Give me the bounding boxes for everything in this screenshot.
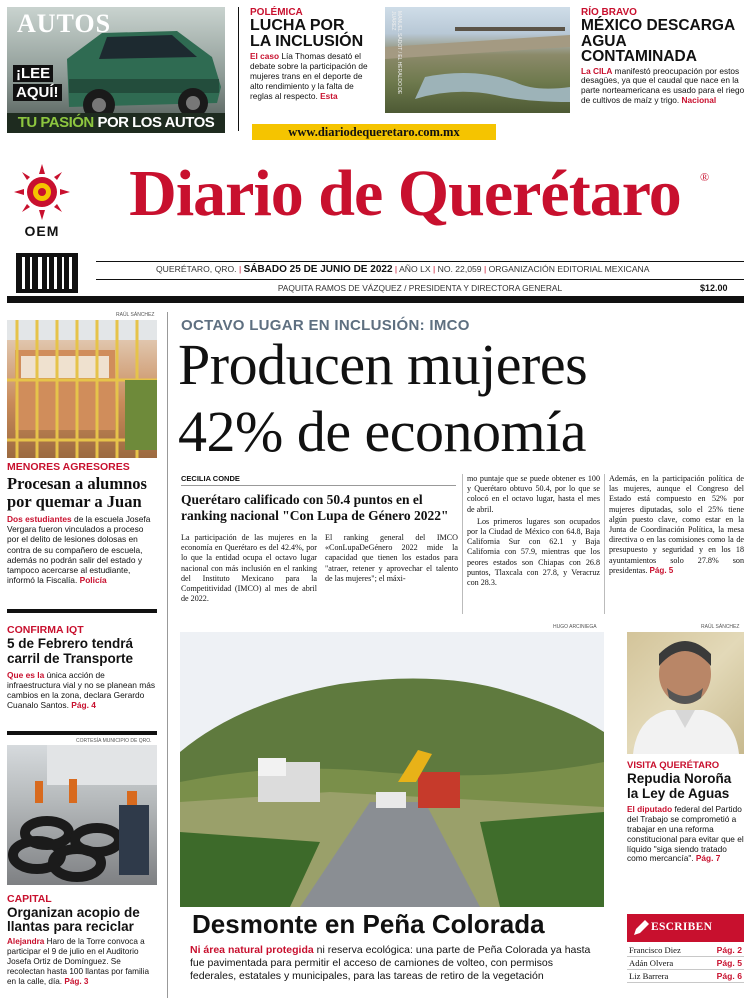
autos-brand: AUTOS (17, 9, 112, 38)
year: AÑO LX (399, 264, 431, 274)
dateline-rule-top (96, 261, 744, 262)
escriben-row[interactable] (627, 957, 744, 970)
autos-promo[interactable] (7, 7, 225, 133)
lead-headline-2[interactable]: 42% de economía (178, 399, 587, 464)
lead-col-3 (609, 474, 744, 576)
escriben-row[interactable] (627, 970, 744, 983)
col-3-text: Además, en la participación política de las mujeres, aunque el Congreso del Estado está compuesto en 52% por mujeres diputadas, solo el 25% tiene algún puesto clave, como estar en la Junta de Coordinación Política, la mesa directiva o en las comisiones como la de presupuesto y seguridad y en los 18 ayuntamientos solo 27.8% son presidentas. (609, 474, 744, 575)
headline-line-1: MÉXICO DESCARGA (581, 17, 736, 34)
col-2-text: mo puntaje que se puede obtener es 100 y Querétaro obtuvo 50.4, por lo que se colocó en el octavo lugar, hasta el mes de abril. (467, 474, 600, 514)
dateline: QUERÉTARO, QRO. | SÁBADO 25 DE JUNIO DE 2022 | AÑO LX | NO. 22,059 | ORGANIZACIÓN EDITORIAL MEXICANA (156, 264, 650, 275)
oem-logo (14, 164, 72, 239)
lead-in: Ni área natural protegida (190, 944, 314, 956)
website-link[interactable]: www.diariodequeretaro.com.mx (252, 124, 496, 140)
columnist-page: Pág. 2 (716, 945, 742, 955)
columnist-name: Francisco Diez (629, 945, 681, 955)
oem-label: OEM (24, 223, 60, 239)
autos-cta-2: AQUÍ! (13, 84, 62, 101)
top-story-polemica[interactable] (250, 7, 377, 102)
body: única acción de infraestructura vial y no se planean más cambios en la zona, declara Gerardo Cuanalo Santos. (7, 669, 156, 710)
escriben-row[interactable] (627, 944, 744, 957)
columnist-name: Liz Barrera (629, 971, 669, 981)
body: manifestó preocupación por estos desagües, ya que el caudal que nace en la parte norteamericana es usado para el riego de cultivos de maíz y trigo. (581, 65, 745, 106)
columnist-name: Adán Olvera (629, 958, 674, 968)
headline-line-2: LA INCLUSIÓN (250, 33, 364, 50)
page-ref: Pág. 5 (649, 565, 674, 575)
lead-headline-1[interactable]: Producen mujeres (178, 332, 588, 397)
lead-subhead: Querétaro calificado con 50.4 puntos en el ranking nacional "Con Lupa de Género 2022" (181, 492, 449, 524)
lead-col-1b (325, 533, 458, 584)
lead-col-2 (467, 474, 600, 588)
photo-story-headline[interactable]: Desmonte en Peña Colorada (180, 907, 604, 941)
tires-photo (7, 745, 157, 885)
lead-in: Alejandra (7, 937, 45, 947)
story-text (7, 514, 157, 585)
story-text (7, 670, 157, 710)
kicker: CAPITAL (7, 893, 52, 905)
body: Lía Thomas desató el debate sobre la participación de mujeres trans en el deporte de alto rendimiento y la falta de reglas al respecto. (250, 51, 368, 101)
page-ref: Pág. 3 (64, 976, 89, 986)
river-illustration (385, 7, 570, 113)
col-divider (462, 474, 463, 614)
escriben-box (627, 914, 744, 983)
page-ref: Nacional (681, 95, 717, 106)
photo-credit: HUGO ARCINIEGA (553, 624, 597, 630)
kicker: CONFIRMA IQT (7, 624, 84, 636)
norona-photo (627, 632, 744, 754)
photo-story-caption (190, 944, 600, 983)
school-photo (7, 320, 157, 458)
escriben-list (627, 944, 744, 983)
lead-in: Que es la (7, 669, 45, 680)
kicker: VISITA QUERÉTARO (627, 760, 720, 771)
divider (238, 7, 239, 131)
column-divider (167, 312, 168, 998)
portrait-illustration (627, 632, 744, 754)
hill-road-illustration (180, 632, 604, 907)
sun-logo-icon (14, 164, 70, 220)
autos-cta-1: ¡LEE (13, 65, 53, 82)
kicker: POLÉMICA (250, 7, 303, 18)
rio-bravo-photo (385, 7, 570, 113)
masthead-title: Diario de Querétaro (129, 157, 681, 230)
autos-tagline-a: TU PASIÓN (17, 114, 94, 131)
byline-rule (181, 485, 456, 486)
body: federal del Partido del Trabajo se comprometió a trabajar en una reforma constitucional para evitar que el líquido "siga siendo tratado como mercancía". (627, 803, 744, 864)
page-ref: Esta (320, 90, 338, 101)
photo-credit: MANUEL SADOT / EL HERALDO DE JUÁREZ (390, 11, 402, 95)
date: SÁBADO 25 DE JUNIO DE 2022 (243, 264, 393, 275)
body: Haro de la Torre convoca a participar el 9 de julio en el Auditorio Josefa Ortiz de Domínguez. Se recolectan hasta 100 llantas por familia en la calle, día. (7, 937, 149, 986)
col-1b-text: El ranking general del IMCO «ConLupaDeGénero 2022 mide la capacidad que tienen los estados para "atraer, retener y aprovechar el talento de las mujeres"; el máxi- (325, 533, 458, 583)
lead-in: El caso (250, 51, 280, 61)
body: ni reserva ecológica: una parte de Peña Colorada ya hasta fue pavimentada para permitir el acceso de camiones de volteo, con permisos federales, estatales y municipales, para las tareas de retiro de la vegetación (190, 944, 591, 983)
school-gate-illustration (7, 320, 157, 458)
headline: 5 de Febrero tendrá carril de Transporte (7, 636, 134, 666)
director-line: PAQUITA RAMOS DE VÁZQUEZ / PRESIDENTA Y DIRECTORA GENERAL (277, 283, 563, 293)
story-menores-agresores[interactable] (7, 461, 157, 585)
lead-kicker: OCTAVO LUGAR EN INCLUSIÓN: IMCO (181, 317, 470, 334)
pen-icon (631, 918, 651, 938)
publisher: ORGANIZACIÓN EDITORIAL MEXICANA (488, 264, 650, 274)
page-ref: Pág. 4 (71, 699, 96, 710)
divider (7, 731, 157, 735)
registered-mark: ® (700, 170, 710, 184)
story-capital[interactable] (7, 893, 157, 987)
divider (7, 609, 157, 613)
photo-credit: CORTESÍA MUNICIPIO DE QRO. (76, 738, 152, 744)
kicker: RÍO BRAVO (581, 7, 637, 18)
place: QUERÉTARO, QRO. (156, 264, 237, 274)
headline: Organizan acopio de llantas para reciclar (7, 905, 140, 935)
headline-line-1: LUCHA POR (250, 17, 345, 34)
columnist-page: Pág. 5 (716, 958, 742, 968)
lead-in: La CILA (581, 65, 613, 76)
masthead-thick-rule (7, 296, 744, 303)
page-ref: Pág. 7 (695, 853, 721, 864)
issue-number: NO. 22,059 (437, 264, 482, 274)
lead-in: Dos estudiantes (7, 514, 72, 525)
headline: Procesan a alumnos por quemar a Juan (7, 474, 147, 512)
story-text (7, 937, 157, 986)
col-divider (604, 474, 605, 614)
lead-in: El diputado (627, 803, 673, 814)
escriben-title: ESCRIBEN (651, 921, 713, 933)
story-visita-queretaro[interactable] (627, 760, 744, 864)
story-text (627, 805, 744, 865)
tires-illustration (7, 745, 157, 885)
columnist-page: Pág. 6 (716, 971, 742, 981)
barcode (16, 253, 78, 293)
story-confirma-iqt[interactable] (7, 624, 157, 710)
byline: CECILIA CONDE (181, 474, 240, 483)
pena-colorada-photo (180, 632, 604, 907)
barcode-icon (16, 253, 78, 293)
autos-tagline (7, 113, 225, 133)
headline: Repudia Noroña la Ley de Aguas (627, 771, 732, 801)
headline-line-2: AGUA CONTAMINADA (581, 32, 697, 65)
dateline-rule-mid (96, 279, 744, 280)
escriben-header (627, 914, 744, 942)
page-ref: Policía (79, 574, 107, 585)
top-story-rio-bravo[interactable] (581, 7, 745, 106)
col-2b-text: Los primeros lugares son ocupados por la Ciudad de México con 64.8, Baja California Sur con 62.1 y Baja California con 57.9, mientras que los peores estados son Chiapas con 26.8 puntos, Tlaxcala con 27.8, y Veracruz con 28.3. (467, 516, 600, 587)
story-text (250, 52, 377, 102)
col-1-text: La participación de las mujeres en la economía en Querétaro es del 42.4%, por lo que la entidad ocupa el octavo lugar nacional con más inclusión en el ranking del Instituto Mexicano para la Competitividad (IMCO) al mes de abril de 2022. (181, 533, 317, 604)
photo-credit: RAÚL SÁNCHEZ (116, 312, 155, 318)
autos-tagline-b: POR LOS AUTOS (97, 114, 215, 131)
lead-col-1 (181, 533, 317, 604)
kicker: MENORES AGRESORES (7, 461, 130, 473)
story-text (581, 67, 745, 107)
body: de la escuela Josefa Vergara fueron vinculados a proceso por el delito de lesiones dolosas en contra de su compañero de escuela, además no podrán salir del estado y tampoco acercarse al estudiante, informó la Fiscalía. (7, 514, 151, 585)
price: $12.00 (700, 283, 728, 293)
photo-credit: RAÚL SÁNCHEZ (701, 624, 740, 630)
